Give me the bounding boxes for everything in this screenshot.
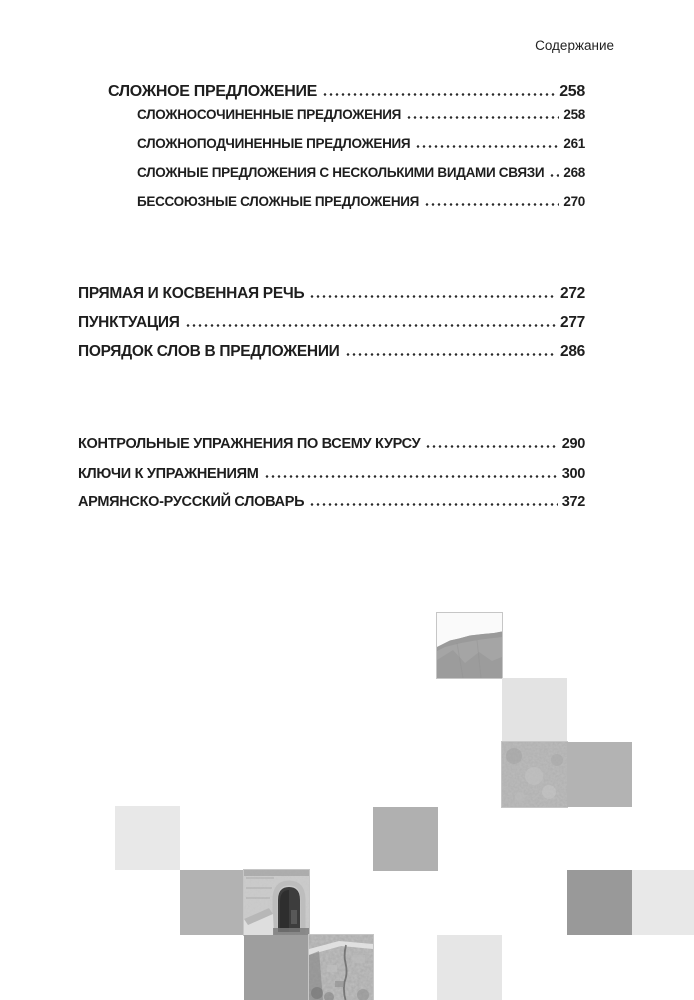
toc-row	[137, 192, 585, 212]
dot-leader	[309, 503, 558, 506]
dot-leader	[185, 324, 556, 327]
toc-entry-label: АРМЯНСКО-РУССКИЙ СЛОВАРЬ	[78, 494, 305, 510]
toc-entry-label: ПОРЯДОК СЛОВ В ПРЕДЛОЖЕНИИ	[78, 343, 340, 360]
gray-square	[567, 742, 632, 807]
toc-entry-label: КОНТРОЛЬНЫЕ УПРАЖНЕНИЯ ПО ВСЕМУ КУРСУ	[78, 436, 421, 452]
dot-leader	[425, 445, 557, 448]
dot-leader	[309, 295, 556, 298]
gray-square	[244, 935, 309, 1000]
dot-leader	[345, 353, 557, 356]
toc-entry-label: ПУНКТУАЦИЯ	[78, 314, 180, 331]
toc-row	[137, 105, 585, 125]
stone-tower-wall-photo	[309, 935, 373, 1000]
dot-leader	[424, 203, 559, 206]
gray-square	[115, 806, 180, 870]
toc-row	[78, 434, 585, 454]
toc-entry-label: СЛОЖНОЕ ПРЕДЛОЖЕНИЕ	[108, 83, 318, 100]
dot-leader	[322, 93, 555, 96]
gray-square	[567, 870, 632, 935]
toc-page-number: 286	[560, 343, 585, 360]
toc-row	[108, 82, 585, 102]
toc-page-number: 270	[563, 194, 585, 209]
toc-row	[78, 342, 585, 362]
gray-square	[502, 678, 567, 742]
dot-leader	[406, 116, 559, 119]
toc-row	[137, 163, 585, 183]
page-header: Содержание	[535, 38, 614, 53]
toc-entry-label: БЕССОЮЗНЫЕ СЛОЖНЫЕ ПРЕДЛОЖЕНИЯ	[137, 194, 420, 209]
mountain-ridge-photo	[437, 613, 502, 678]
dot-leader	[549, 174, 559, 177]
toc-page-number: 268	[563, 165, 585, 180]
toc-page-number: 300	[561, 466, 585, 482]
dot-leader	[415, 145, 559, 148]
gray-square	[373, 807, 438, 871]
stone-arch-doorway-photo	[244, 870, 309, 935]
toc-row	[78, 313, 585, 333]
toc-row	[78, 464, 585, 484]
toc-page-number: 258	[559, 83, 585, 100]
toc-row	[78, 284, 585, 304]
toc-row	[78, 492, 585, 512]
toc-entry-label: СЛОЖНОСОЧИНЕННЫЕ ПРЕДЛОЖЕНИЯ	[137, 107, 402, 122]
ruins-aerial-photo	[502, 742, 567, 807]
toc-entry-label: КЛЮЧИ К УПРАЖНЕНИЯМ	[78, 466, 259, 482]
gray-square	[180, 870, 244, 935]
toc-page-number: 272	[560, 285, 585, 302]
toc-row	[137, 134, 585, 154]
toc-page-number: 290	[561, 436, 585, 452]
toc-entry-label: ПРЯМАЯ И КОСВЕННАЯ РЕЧЬ	[78, 285, 305, 302]
toc-page-number: 277	[560, 314, 585, 331]
toc-page-number: 261	[563, 136, 585, 151]
gray-square	[632, 870, 694, 935]
gray-square	[437, 935, 502, 1000]
dot-leader	[264, 475, 558, 478]
toc-page-number: 372	[561, 494, 585, 510]
toc-entry-label: СЛОЖНОПОДЧИНЕННЫЕ ПРЕДЛОЖЕНИЯ	[137, 136, 411, 151]
toc-entry-label: СЛОЖНЫЕ ПРЕДЛОЖЕНИЯ С НЕСКОЛЬКИМИ ВИДАМИ СВЯЗИ	[137, 165, 545, 180]
toc-page-number: 258	[563, 107, 585, 122]
